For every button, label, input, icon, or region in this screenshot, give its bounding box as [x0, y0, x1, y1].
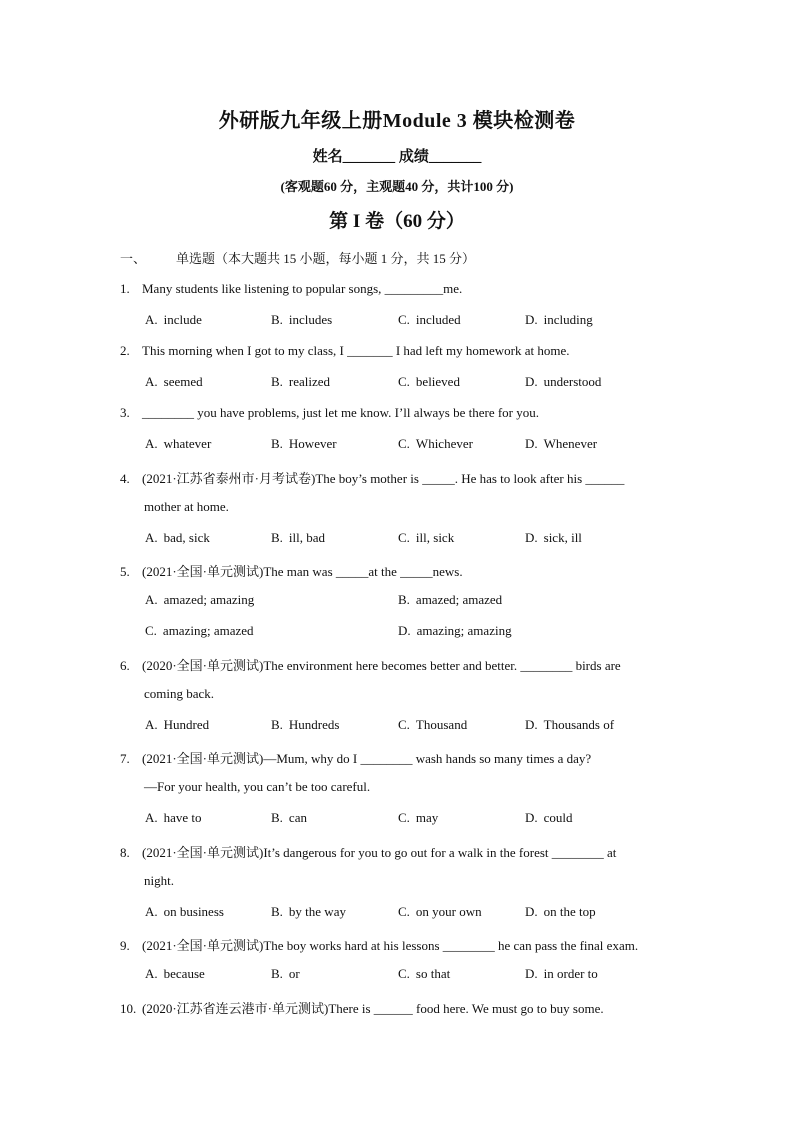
- option-label: A.: [145, 592, 158, 607]
- question-number: 9.: [120, 938, 130, 953]
- answer-option[interactable]: [145, 966, 205, 982]
- option-label: D.: [525, 810, 538, 825]
- answer-option[interactable]: [271, 312, 332, 328]
- answer-option[interactable]: [525, 436, 597, 452]
- question-stem: (2021·全国·单元测试)The boy works hard at his lessons ________ he can pass the final exam.: [142, 938, 639, 953]
- part-heading-text: 单选题（本大题共 15 小题，每小题 1 分，共 15 分）: [176, 251, 476, 266]
- answer-option[interactable]: [145, 436, 211, 452]
- option-text: on your own: [415, 904, 482, 919]
- option-label: D.: [525, 966, 538, 981]
- answer-option[interactable]: [525, 810, 573, 826]
- question-text: [120, 561, 463, 580]
- question-text: [120, 343, 569, 359]
- answer-option[interactable]: [271, 810, 307, 826]
- question-text: [120, 935, 638, 954]
- option-text: include: [163, 312, 202, 327]
- option-text: bad, sick: [163, 530, 210, 545]
- option-label: C.: [398, 436, 410, 451]
- answer-option[interactable]: [398, 374, 460, 390]
- option-text: by the way: [288, 904, 346, 919]
- option-label: D.: [525, 717, 538, 732]
- option-text: including: [543, 312, 593, 327]
- answer-option[interactable]: [145, 904, 224, 920]
- option-label: A.: [145, 810, 158, 825]
- question-stem: (2021·全国·单元测试)The man was _____at the _____news.: [142, 564, 463, 579]
- question-number: 6.: [120, 658, 130, 673]
- option-text: have to: [163, 810, 202, 825]
- question-number: 10.: [120, 1001, 137, 1016]
- option-text: Thousand: [415, 717, 468, 732]
- question-stem: (2021·全国·单元测试)It’s dangerous for you to go out for a walk in the forest ________ at: [142, 845, 617, 860]
- answer-option[interactable]: [525, 374, 601, 390]
- question-continuation: coming back.: [144, 686, 215, 701]
- answer-option[interactable]: [145, 810, 202, 826]
- question-number: 1.: [120, 281, 130, 296]
- answer-option[interactable]: [398, 810, 438, 826]
- option-text: However: [288, 436, 337, 451]
- question-stem: (2021·江苏省泰州市·月考试卷)The boy’s mother is _____. He has to look after his ______: [142, 471, 625, 486]
- option-label: A.: [145, 966, 158, 981]
- option-text: included: [415, 312, 461, 327]
- answer-option[interactable]: [145, 530, 210, 546]
- answer-option[interactable]: [398, 966, 450, 982]
- option-text: ill, bad: [288, 530, 326, 545]
- question-continuation: mother at home.: [144, 499, 229, 514]
- question-text: [120, 468, 624, 487]
- question-number: 7.: [120, 751, 130, 766]
- score-note: (客观题60 分，主观题40 分，共计100 分): [280, 179, 514, 194]
- question-stem: Many students like listening to popular songs, _________me.: [142, 281, 463, 296]
- answer-option[interactable]: [271, 530, 325, 546]
- option-label: B.: [271, 374, 283, 389]
- option-label: B.: [271, 810, 283, 825]
- question-text: [120, 281, 462, 297]
- part-number: 一、: [120, 251, 147, 266]
- option-text: could: [543, 810, 573, 825]
- option-label: C.: [145, 623, 157, 638]
- option-label: C.: [398, 312, 410, 327]
- option-text: seemed: [163, 374, 203, 389]
- question-text: [120, 748, 591, 767]
- question-number: 3.: [120, 405, 130, 420]
- answer-option[interactable]: [145, 623, 254, 639]
- answer-option[interactable]: [145, 717, 209, 733]
- option-text: Whenever: [543, 436, 598, 451]
- option-label: C.: [398, 810, 410, 825]
- option-label: D.: [525, 530, 538, 545]
- section-title: 第 I 卷（60 分）: [329, 211, 465, 232]
- option-text: Hundred: [163, 717, 210, 732]
- option-text: or: [288, 966, 300, 981]
- question-number: 8.: [120, 845, 130, 860]
- answer-option[interactable]: [271, 717, 339, 733]
- option-label: C.: [398, 717, 410, 732]
- part-heading: [120, 248, 475, 267]
- answer-option[interactable]: [398, 436, 473, 452]
- question-stem: (2020·江苏省连云港市·单元测试)There is ______ food here. We must go to buy some.: [142, 1001, 604, 1016]
- answer-option[interactable]: [271, 436, 337, 452]
- option-text: whatever: [163, 436, 212, 451]
- question-stem: ________ you have problems, just let me know. I’ll always be there for you.: [142, 405, 540, 420]
- answer-option[interactable]: [398, 717, 467, 733]
- option-label: A.: [145, 312, 158, 327]
- answer-option[interactable]: [145, 312, 202, 328]
- option-text: amazing; amazed: [162, 623, 254, 638]
- option-label: C.: [398, 374, 410, 389]
- option-label: A.: [145, 436, 158, 451]
- option-text: can: [288, 810, 307, 825]
- question-number: 4.: [120, 471, 130, 486]
- option-label: D.: [525, 374, 538, 389]
- option-label: B.: [271, 312, 283, 327]
- answer-option[interactable]: [398, 623, 512, 639]
- option-label: A.: [145, 904, 158, 919]
- answer-option[interactable]: [525, 966, 598, 982]
- answer-option[interactable]: [525, 717, 614, 733]
- option-label: B.: [271, 904, 283, 919]
- question-text: [120, 842, 616, 861]
- question-number: 2.: [120, 343, 130, 358]
- option-text: Hundreds: [288, 717, 340, 732]
- option-label: A.: [145, 374, 158, 389]
- answer-option[interactable]: [271, 374, 330, 390]
- answer-option[interactable]: [271, 966, 300, 982]
- answer-option[interactable]: [398, 904, 482, 920]
- option-text: believed: [415, 374, 460, 389]
- option-text: on the top: [543, 904, 596, 919]
- answer-option[interactable]: [525, 530, 582, 546]
- question-text: [120, 998, 604, 1017]
- option-label: D.: [398, 623, 411, 638]
- question-text: [120, 405, 539, 421]
- option-label: B.: [271, 436, 283, 451]
- option-label: B.: [398, 592, 410, 607]
- option-text: in order to: [543, 966, 598, 981]
- option-label: D.: [525, 312, 538, 327]
- option-label: B.: [271, 530, 283, 545]
- option-text: realized: [288, 374, 331, 389]
- answer-option[interactable]: [398, 312, 461, 328]
- option-label: B.: [271, 717, 283, 732]
- option-label: C.: [398, 966, 410, 981]
- answer-option[interactable]: [145, 592, 254, 608]
- option-text: may: [415, 810, 439, 825]
- option-text: amazing; amazing: [416, 623, 512, 638]
- option-text: ill, sick: [415, 530, 455, 545]
- option-text: Thousands of: [543, 717, 615, 732]
- option-label: D.: [525, 436, 538, 451]
- option-text: Whichever: [415, 436, 473, 451]
- answer-option[interactable]: [398, 530, 454, 546]
- question-text: [120, 655, 621, 674]
- option-text: on business: [163, 904, 224, 919]
- option-text: amazed; amazing: [163, 592, 255, 607]
- option-text: because: [163, 966, 205, 981]
- document-title: 外研版九年级上册Module 3 模块检测卷: [218, 110, 576, 132]
- option-label: B.: [271, 966, 283, 981]
- option-text: includes: [288, 312, 333, 327]
- option-text: amazed; amazed: [415, 592, 503, 607]
- option-text: so that: [415, 966, 451, 981]
- question-stem: (2021·全国·单元测试)—Mum, why do I ________ wash hands so many times a day?: [142, 751, 592, 766]
- option-label: D.: [525, 904, 538, 919]
- answer-option[interactable]: [398, 592, 502, 608]
- option-text: understood: [543, 374, 602, 389]
- question-stem: This morning when I got to my class, I _______ I had left my homework at home.: [142, 343, 570, 358]
- answer-option[interactable]: [145, 374, 203, 390]
- question-stem: (2020·全国·单元测试)The environment here becomes better and better. ________ birds are: [142, 658, 621, 673]
- name-score-line: 姓名_______ 成绩_______: [312, 149, 482, 165]
- question-continuation: night.: [144, 873, 174, 888]
- question-continuation: —For your health, you can’t be too careful.: [144, 779, 371, 794]
- option-label: C.: [398, 904, 410, 919]
- answer-option[interactable]: [525, 312, 593, 328]
- option-label: C.: [398, 530, 410, 545]
- option-label: A.: [145, 530, 158, 545]
- question-number: 5.: [120, 564, 130, 579]
- option-text: sick, ill: [543, 530, 582, 545]
- answer-option[interactable]: [271, 904, 346, 920]
- answer-option[interactable]: [525, 904, 596, 920]
- option-label: A.: [145, 717, 158, 732]
